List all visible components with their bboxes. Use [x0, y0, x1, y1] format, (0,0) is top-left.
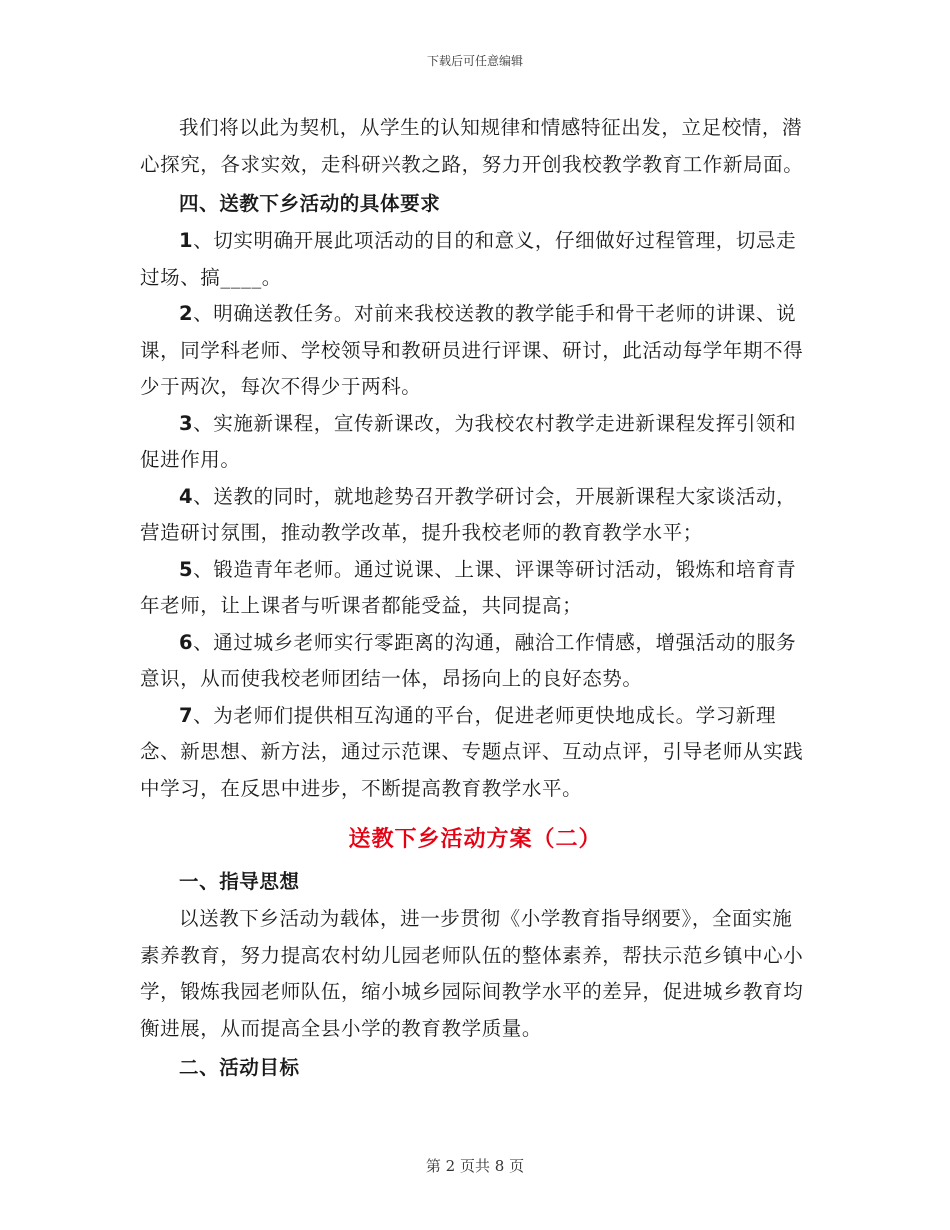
- item-number: 1: [179, 229, 194, 252]
- requirement-item-3: [140, 406, 810, 479]
- item-text: 、为老师们提供相互沟通的平台，促进老师更快地成长。学习新理念、新思想、新方法，通过示范课、专题点评、互动点评，引导老师从实践中学习，在反思中进步，不断提高教育教学水平。: [140, 703, 804, 800]
- section-heading-guiding-ideology: 一、指导思想: [179, 870, 300, 893]
- guiding-ideology-paragraph: 以送教下乡活动为载体，进一步贯彻《小学教育指导纲要》，全面实施素养教育，努力提高农村幼儿园老师队伍的整体素养，帮扶示范乡镇中心小学，锻炼我园老师队伍，缩小城乡园际间教学水平的差异，促进城乡教育均衡进展，从而提高全县小学的教育教学质量。: [140, 907, 804, 1040]
- section-heading-activity-goals: 二、活动目标: [179, 1056, 300, 1079]
- item-number: 5: [179, 557, 194, 581]
- requirement-item-1: [140, 223, 810, 296]
- item-text: 、实施新课程，宣传新课改，为我校农村教学走进新课程发挥引领和促进作用。: [140, 411, 797, 471]
- intro-paragraph: 我们将以此为契机，从学生的认知规律和情感特征出发，立足校情，潜心探究，各求实效，走科研兴教之路，努力开创我校教学教育工作新局面。: [140, 116, 804, 176]
- requirement-item-6: [140, 625, 810, 698]
- section-heading-requirements: 四、送教下乡活动的具体要求: [179, 192, 441, 215]
- item-text: 、通过城乡老师实行零距离的沟通，融洽工作情感，增强活动的服务意识，从而使我校老师团结一体，昂扬向上的良好态势。: [140, 630, 797, 690]
- document-body: [140, 110, 810, 1087]
- requirement-item-4: [140, 479, 810, 552]
- item-number: 2: [179, 302, 194, 325]
- item-number: 3: [179, 411, 194, 435]
- item-number: 4: [179, 484, 194, 508]
- item-text: 、锻造青年老师。通过说课、上课、评课等研讨活动，锻炼和培育青年老师，让上课者与听课者都能受益，共同提高；: [140, 557, 797, 617]
- page-footer: 第 2 页共 8 页: [425, 1157, 525, 1175]
- requirement-item-2: [140, 296, 810, 406]
- requirement-item-7: [140, 698, 810, 808]
- plan-title: 送教下乡活动方案（二）: [348, 826, 602, 852]
- item-text: 、送教的同时，就地趁势召开教学研讨会，开展新课程大家谈活动，营造研讨氛围，推动教学改革，提升我校老师的教育教学水平；: [140, 484, 797, 544]
- requirement-item-5: [140, 552, 810, 625]
- item-text: 、切实明确开展此项活动的目的和意义，仔细做好过程管理，切忌走过场、搞____。: [140, 229, 797, 289]
- item-number: 7: [179, 703, 194, 727]
- page-header: 下载后可任意编辑: [426, 54, 523, 68]
- item-text: 、明确送教任务。对前来我校送教的教学能手和骨干老师的讲课、说课，同学科老师、学校领导和教研员进行评课、研讨，此活动每学年期不得少于两次，每次不得少于两科。: [140, 302, 804, 398]
- item-number: 6: [179, 630, 194, 654]
